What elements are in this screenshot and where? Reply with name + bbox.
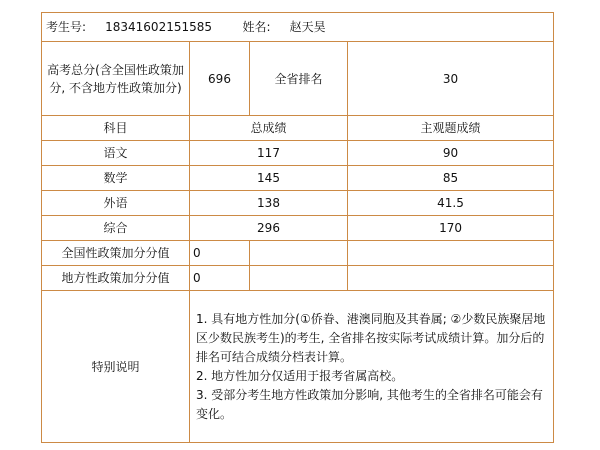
col-total: 总成绩 <box>190 116 348 141</box>
subject-subjective: 41.5 <box>348 191 554 216</box>
subject-total: 145 <box>190 166 348 191</box>
subject-subjective: 90 <box>348 141 554 166</box>
total-score-row <box>42 42 554 116</box>
subject-name: 外语 <box>42 191 190 216</box>
col-subject: 科目 <box>42 116 190 141</box>
note-item-2: 2. 地方性加分仅适用于报考省属高校。 <box>196 368 404 383</box>
subject-total: 296 <box>190 216 348 241</box>
note-item-1: 1. 具有地方性加分(①侨眷、港澳同胞及其眷属; ②少数民族聚居地区少数民族考生)的考生, 全省排名按实际考试成绩计算。加分后的排名可结合成绩分档表计算。 <box>196 311 546 364</box>
national-bonus-row <box>42 241 554 266</box>
local-bonus-label: 地方性政策加分分值 <box>42 266 190 291</box>
subject-subjective: 170 <box>348 216 554 241</box>
table-row <box>42 166 554 191</box>
empty-cell <box>250 241 348 266</box>
local-bonus-row <box>42 266 554 291</box>
empty-cell <box>250 266 348 291</box>
subject-subjective: 85 <box>348 166 554 191</box>
candidate-info <box>42 13 554 42</box>
candidate-name-value: 赵天昊 <box>289 20 326 34</box>
rank-label: 全省排名 <box>250 42 348 116</box>
empty-cell <box>348 266 554 291</box>
candidate-name-label: 姓名: <box>242 20 271 34</box>
candidate-id-value: 18341602151585 <box>105 20 213 34</box>
col-subjective: 主观题成绩 <box>348 116 554 141</box>
note-item-3: 3. 受部分考生地方性政策加分影响, 其他考生的全省排名可能会有变化。 <box>196 387 543 421</box>
subject-total: 138 <box>190 191 348 216</box>
table-row <box>42 191 554 216</box>
subject-name: 综合 <box>42 216 190 241</box>
table-row <box>42 141 554 166</box>
subject-name: 语文 <box>42 141 190 166</box>
total-score-label: 高考总分(含全国性政策加分, 不含地方性政策加分) <box>42 42 190 116</box>
national-bonus-label: 全国性政策加分分值 <box>42 241 190 266</box>
column-header-row <box>42 116 554 141</box>
notes-row <box>42 291 554 443</box>
candidate-id-label: 考生号: <box>46 20 87 34</box>
candidate-header-row <box>42 13 554 42</box>
subject-total: 117 <box>190 141 348 166</box>
total-score-value: 696 <box>190 42 250 116</box>
table-row <box>42 216 554 241</box>
notes-content <box>190 291 554 443</box>
notes-title: 特别说明 <box>42 291 190 443</box>
local-bonus-value: 0 <box>190 266 250 291</box>
empty-cell <box>348 241 554 266</box>
national-bonus-value: 0 <box>190 241 250 266</box>
score-report-table <box>41 12 554 443</box>
subject-name: 数学 <box>42 166 190 191</box>
rank-value: 30 <box>348 42 554 116</box>
